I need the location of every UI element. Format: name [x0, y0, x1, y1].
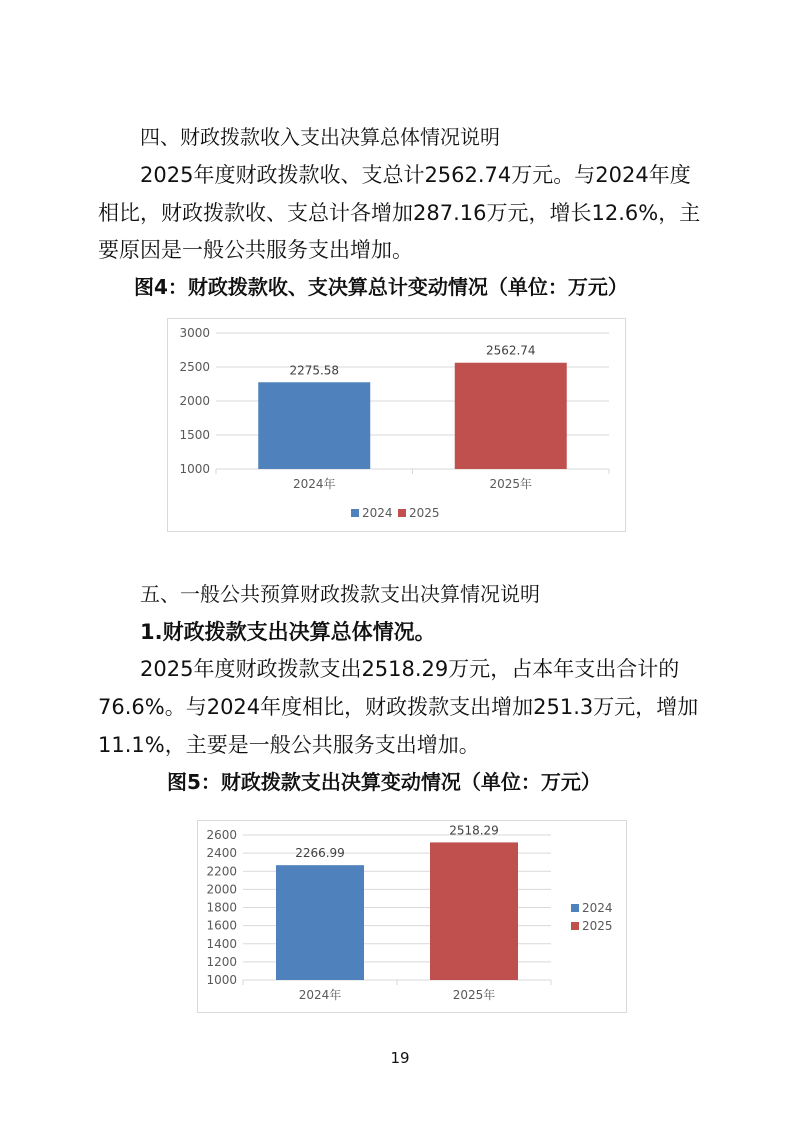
figure5-legend-label-2024: 2024: [582, 901, 613, 915]
figure5-xtick-label-1: 2025年: [452, 988, 496, 1002]
figure5-legend-label-2025: 2025: [582, 919, 613, 933]
figure5-legend-swatch-2024: [571, 904, 579, 912]
section4-para-line-1: 2025年度财政拨款收、支总计2562.74万元。与2024年度: [140, 163, 691, 187]
figure5-legend-swatch-2025: [571, 922, 579, 930]
figure5-chart-frame: [197, 820, 627, 1013]
figure4-ytick-label-0: 1000: [179, 462, 210, 476]
figure5-data-label-0: 2266.99: [295, 846, 345, 861]
section5-para-line-1: 2025年度财政拨款支出2518.29万元，占本年支出合计的: [140, 657, 680, 681]
figure4-data-label-0: 2275.58: [289, 363, 340, 378]
figure5-data-label-1: 2518.29: [449, 823, 499, 838]
figure4-bar-2024: [258, 382, 370, 469]
figure4-caption: 图4：财政拨款收、支决算总计变动情况（单位：万元）: [134, 275, 628, 299]
figure4-ytick-label-1: 1500: [179, 428, 210, 442]
figure5-ytick-label-1: 1200: [206, 954, 237, 969]
figure5-xtick-label-0: 2024年: [298, 988, 342, 1002]
figure4-chart: [168, 319, 625, 531]
section4-para-line-3: 要原因是一般公共服务支出增加。: [98, 238, 413, 262]
figure4-xtick-label-1: 2025年: [489, 477, 533, 491]
figure5-chart: [198, 821, 626, 1012]
figure4-data-label-1: 2562.74: [485, 343, 536, 358]
section4-heading: 四、财政拨款收入支出决算总体情况说明: [140, 125, 500, 149]
section5-heading: 五、一般公共预算财政拨款支出决算情况说明: [140, 582, 540, 606]
figure4-xtick-label-0: 2024年: [292, 477, 336, 491]
figure4-legend-label-2024: 2024: [362, 506, 393, 520]
section5-subheading: 1.财政拨款支出决算总体情况。: [140, 620, 436, 644]
figure5-ytick-label-3: 1600: [206, 918, 237, 933]
figure4-ytick-label-3: 2500: [179, 360, 210, 374]
figure4-ytick-label-4: 3000: [179, 326, 210, 340]
figure4-legend-label-2025: 2025: [409, 506, 440, 520]
figure4-legend-swatch-2024: [351, 509, 359, 517]
figure4-ytick-label-2: 2000: [179, 394, 210, 408]
section5-para-line-2: 76.6%。与2024年度相比，财政拨款支出增加251.3万元，增加: [98, 695, 699, 719]
figure4-chart-frame: [167, 318, 626, 532]
figure5-ytick-label-5: 2000: [206, 882, 237, 897]
figure5-bar-2025: [430, 842, 518, 980]
figure5-ytick-label-2: 1400: [206, 936, 237, 951]
section4-para-line-2: 相比，财政拨款收、支总计各增加287.16万元，增长12.6%，主: [98, 201, 701, 225]
figure5-ytick-label-7: 2400: [206, 846, 237, 861]
figure4-legend-swatch-2025: [398, 509, 406, 517]
figure4-bar-2025: [455, 363, 567, 469]
page-number: 19: [390, 1049, 410, 1067]
figure5-ytick-label-8: 2600: [206, 828, 237, 842]
section5-para-line-3: 11.1%，主要是一般公共服务支出增加。: [98, 733, 480, 757]
figure5-ytick-label-6: 2200: [206, 864, 237, 879]
figure5-bar-2024: [276, 865, 364, 980]
figure5-caption: 图5：财政拨款支出决算变动情况（单位：万元）: [167, 770, 601, 794]
figure5-ytick-label-0: 1000: [206, 973, 237, 987]
figure5-ytick-label-4: 1800: [206, 900, 237, 915]
